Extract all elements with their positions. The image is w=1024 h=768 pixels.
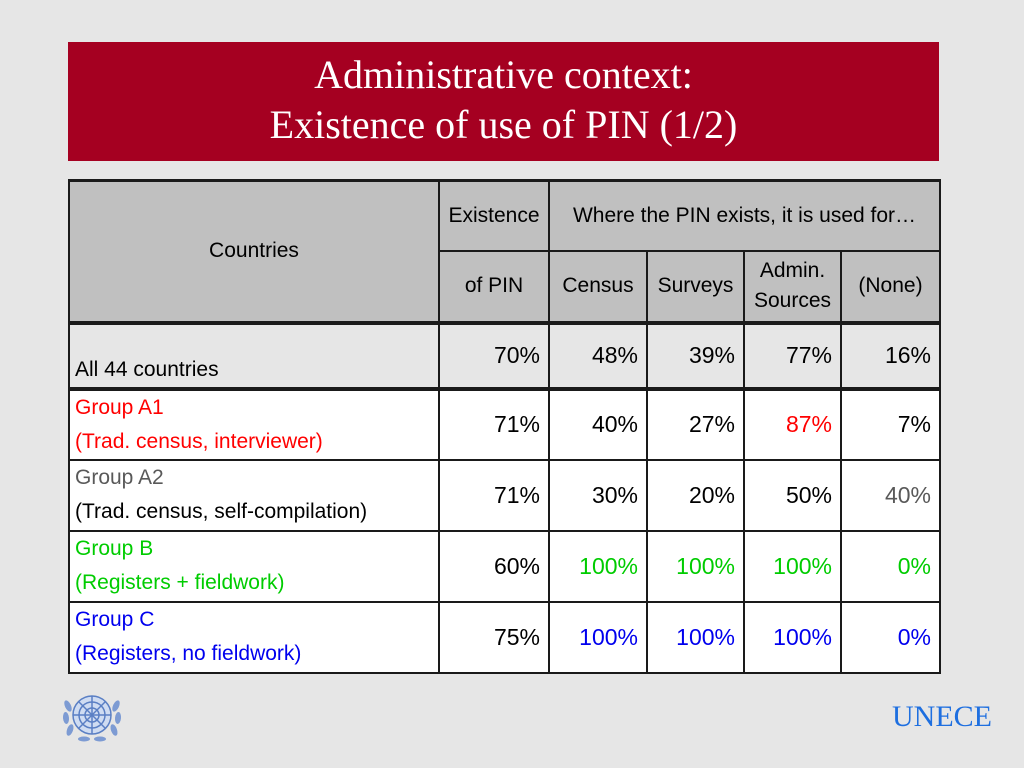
cell-surveys: 27% <box>647 389 744 460</box>
cell-census: 100% <box>549 531 647 602</box>
row-name <box>69 460 439 531</box>
cell-existence: 70% <box>439 323 549 389</box>
cell-admin: 100% <box>744 602 841 673</box>
pin-table <box>68 179 941 674</box>
cell-none: 0% <box>841 531 940 602</box>
row-name <box>69 389 439 460</box>
row-name-line-2: All 44 countries <box>75 357 219 381</box>
slide-title <box>68 42 939 161</box>
table-row <box>69 531 940 602</box>
cell-none: 0% <box>841 602 940 673</box>
table-row <box>69 389 940 460</box>
cell-admin: 87% <box>744 389 841 460</box>
row-name-line-2: (Registers + fieldwork) <box>75 571 285 594</box>
cell-census: 30% <box>549 460 647 531</box>
header-admin-line-2: Sources <box>753 289 832 312</box>
row-name-line-2: (Trad. census, interviewer) <box>75 429 323 453</box>
header-surveys: Surveys <box>647 251 744 323</box>
cell-census: 100% <box>549 602 647 673</box>
header-admin-line-1: Admin. <box>759 259 826 282</box>
table-row <box>69 323 940 389</box>
unece-brand: UNECE <box>892 700 992 733</box>
header-none: (None) <box>841 251 940 323</box>
title-line-2: Existence of use of PIN (1/2) <box>269 102 738 147</box>
row-name <box>69 323 439 389</box>
row-name-line-2: (Trad. census, self-compilation) <box>75 500 368 523</box>
row-name-line-1: Group B <box>75 537 154 560</box>
header-where-used: Where the PIN exists, it is used for… <box>549 181 940 251</box>
cell-census: 40% <box>549 389 647 460</box>
cell-existence: 75% <box>439 602 549 673</box>
cell-existence: 60% <box>439 531 549 602</box>
cell-surveys: 100% <box>647 531 744 602</box>
table-row <box>69 460 940 531</box>
header-existence: Existence <box>439 181 549 251</box>
header-census: Census <box>549 251 647 323</box>
cell-admin: 50% <box>744 460 841 531</box>
row-name-line-1: Group A1 <box>75 395 164 419</box>
cell-surveys: 39% <box>647 323 744 389</box>
cell-admin: 77% <box>744 323 841 389</box>
title-line-1: Administrative context: <box>314 52 693 97</box>
un-emblem-icon <box>60 688 124 744</box>
table-row <box>69 602 940 673</box>
cell-census: 48% <box>549 323 647 389</box>
cell-existence: 71% <box>439 389 549 460</box>
row-name-line-2: (Registers, no fieldwork) <box>75 642 302 665</box>
cell-surveys: 100% <box>647 602 744 673</box>
row-name <box>69 531 439 602</box>
cell-none: 16% <box>841 323 940 389</box>
header-admin-sources <box>744 251 841 323</box>
cell-existence: 71% <box>439 460 549 531</box>
header-of-pin: of PIN <box>439 251 549 323</box>
header-countries: Countries <box>69 181 439 323</box>
row-name-line-1: Group C <box>75 608 155 631</box>
cell-surveys: 20% <box>647 460 744 531</box>
cell-none: 40% <box>841 460 940 531</box>
row-name <box>69 602 439 673</box>
row-name-line-1: Group A2 <box>75 466 164 489</box>
cell-none: 7% <box>841 389 940 460</box>
cell-admin: 100% <box>744 531 841 602</box>
